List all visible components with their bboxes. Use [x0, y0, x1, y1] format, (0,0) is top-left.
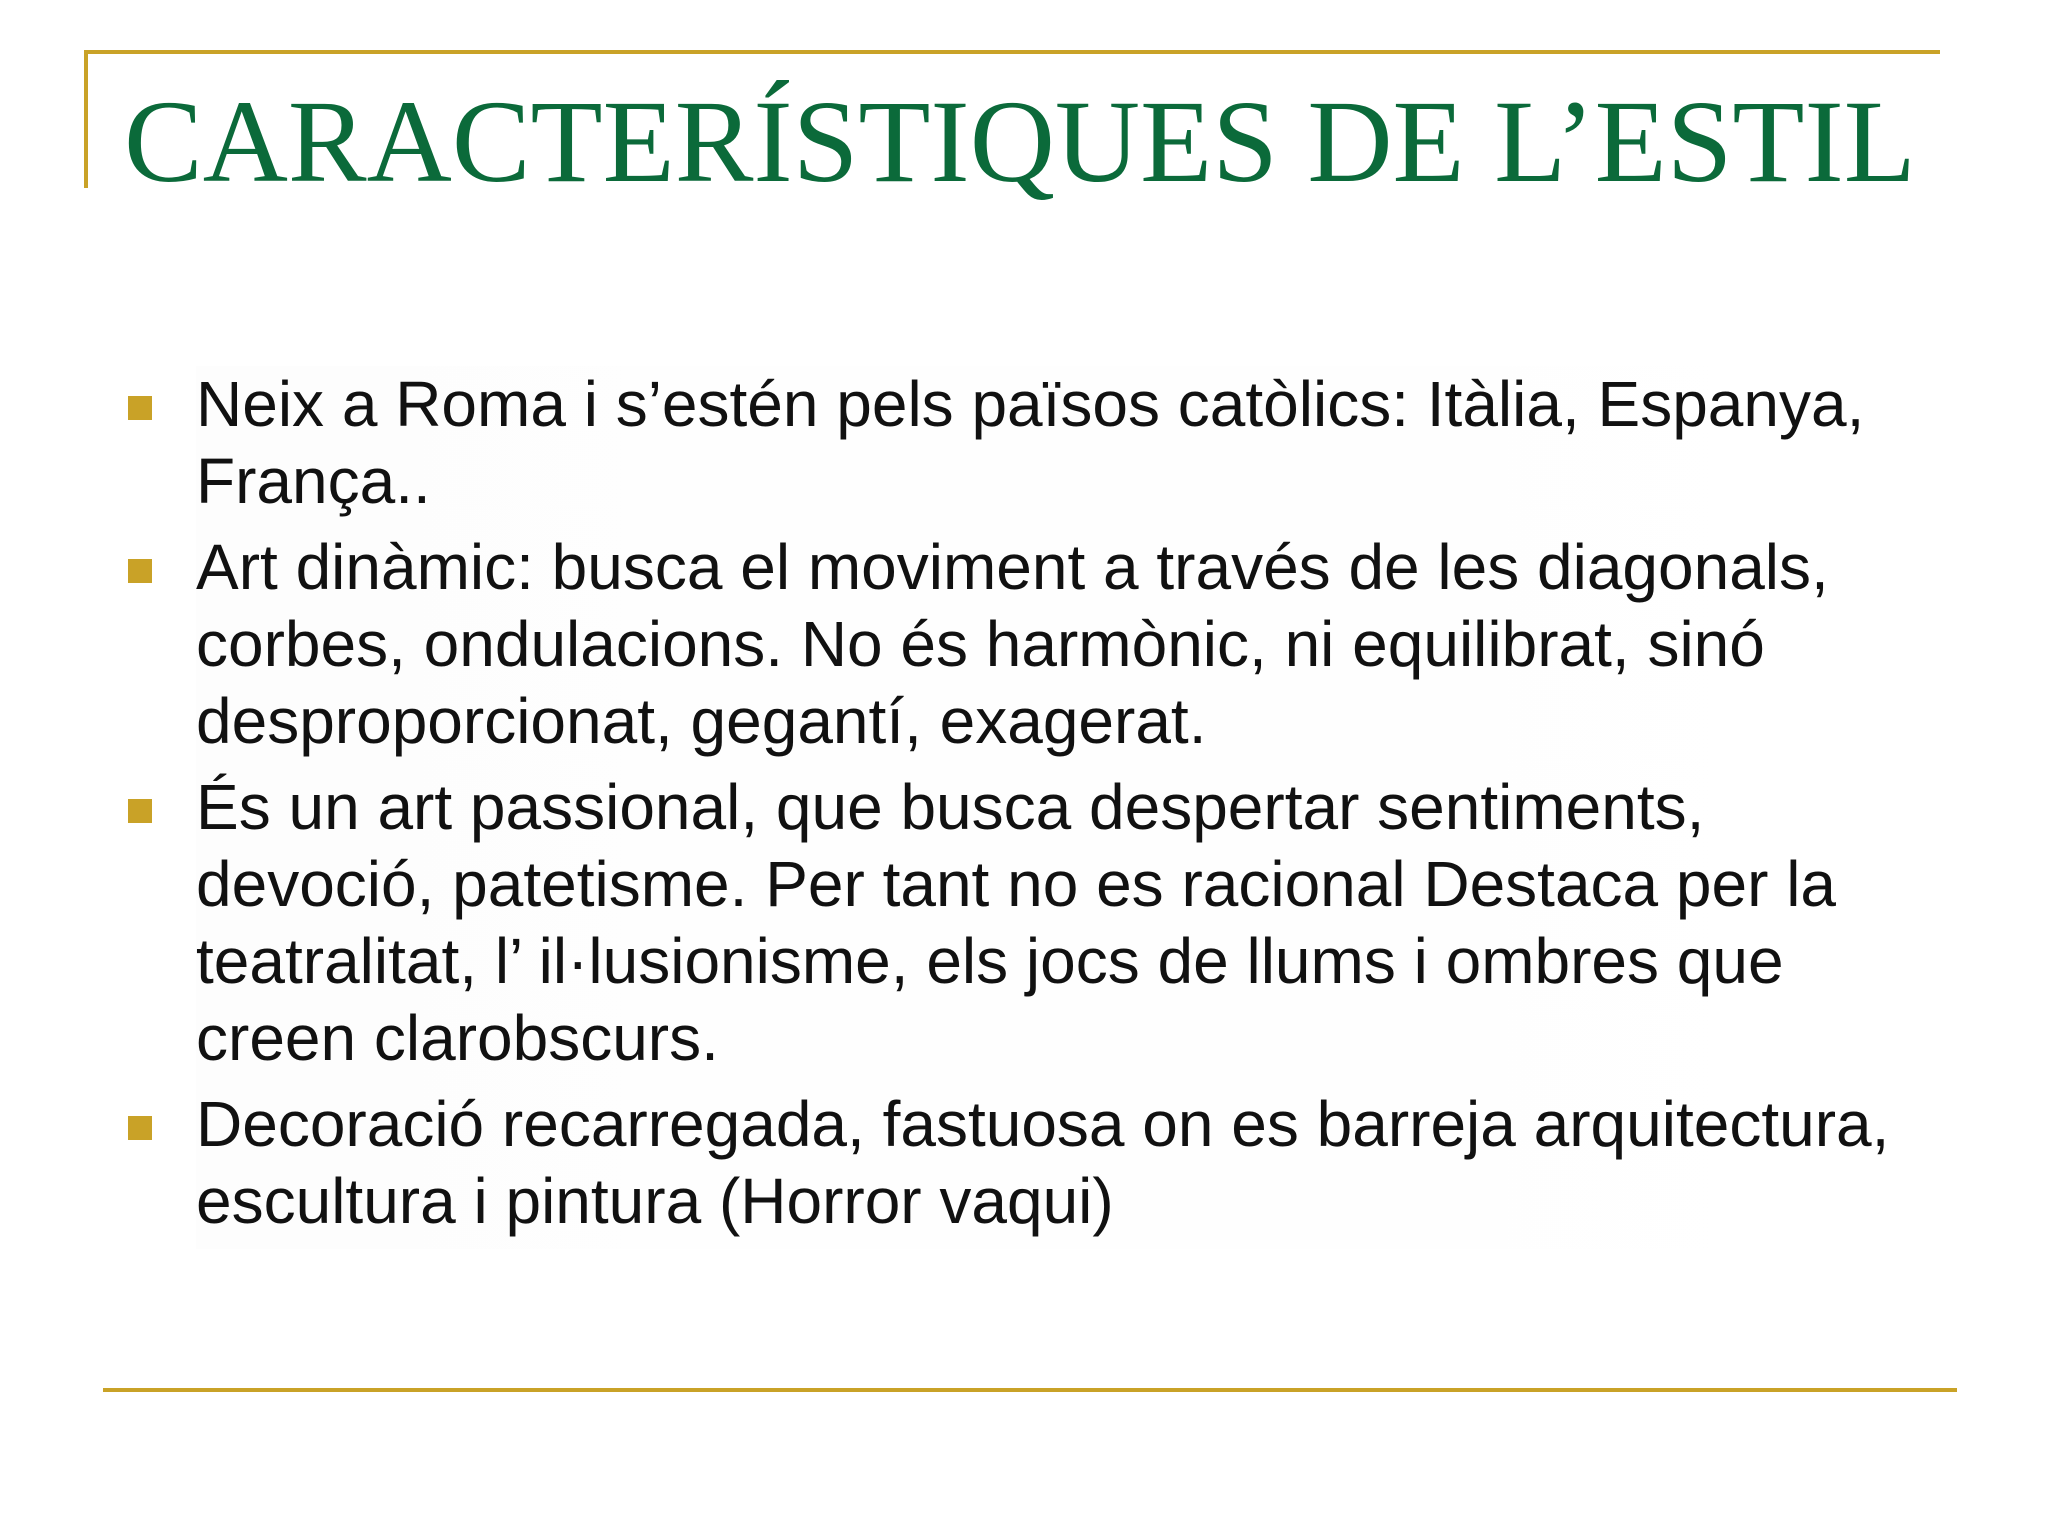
bottom-border-line — [103, 1388, 1957, 1392]
bullet-item — [196, 529, 1936, 760]
square-bullet-icon — [128, 396, 152, 420]
bullet-text: És un art passional, que busca despertar sentiments, devoció, patetisme. Per tant no es racional Destaca per la teatralitat, l’ il·lusionisme, els jocs de llums i ombres que creen clarobscurs. — [196, 771, 1836, 1074]
bullet-item — [196, 769, 1936, 1077]
slide-content — [196, 366, 1936, 1249]
bullet-item — [196, 366, 1936, 520]
bullet-text: Art dinàmic: busca el moviment a través de les diagonals, corbes, ondulacions. No és harmònic, ni equilibrat, sinó desproporcionat, gegantí, exagerat. — [196, 531, 1829, 757]
bullet-list — [196, 366, 1936, 1240]
bullet-text: Neix a Roma i s’estén pels països catòlics: Itàlia, Espanya, França.. — [196, 368, 1865, 517]
bullet-text: Decoració recarregada, fastuosa on es barreja arquitectura, escultura i pintura (Horror vaqui) — [196, 1088, 1890, 1237]
slide-title: CARACTERÍSTIQUES DE L’ESTIL — [124, 76, 1916, 207]
square-bullet-icon — [128, 559, 152, 583]
left-border-line — [84, 50, 88, 188]
bullet-item — [196, 1086, 1936, 1240]
square-bullet-icon — [128, 1116, 152, 1140]
top-border-line — [84, 50, 1940, 54]
square-bullet-icon — [128, 799, 152, 823]
